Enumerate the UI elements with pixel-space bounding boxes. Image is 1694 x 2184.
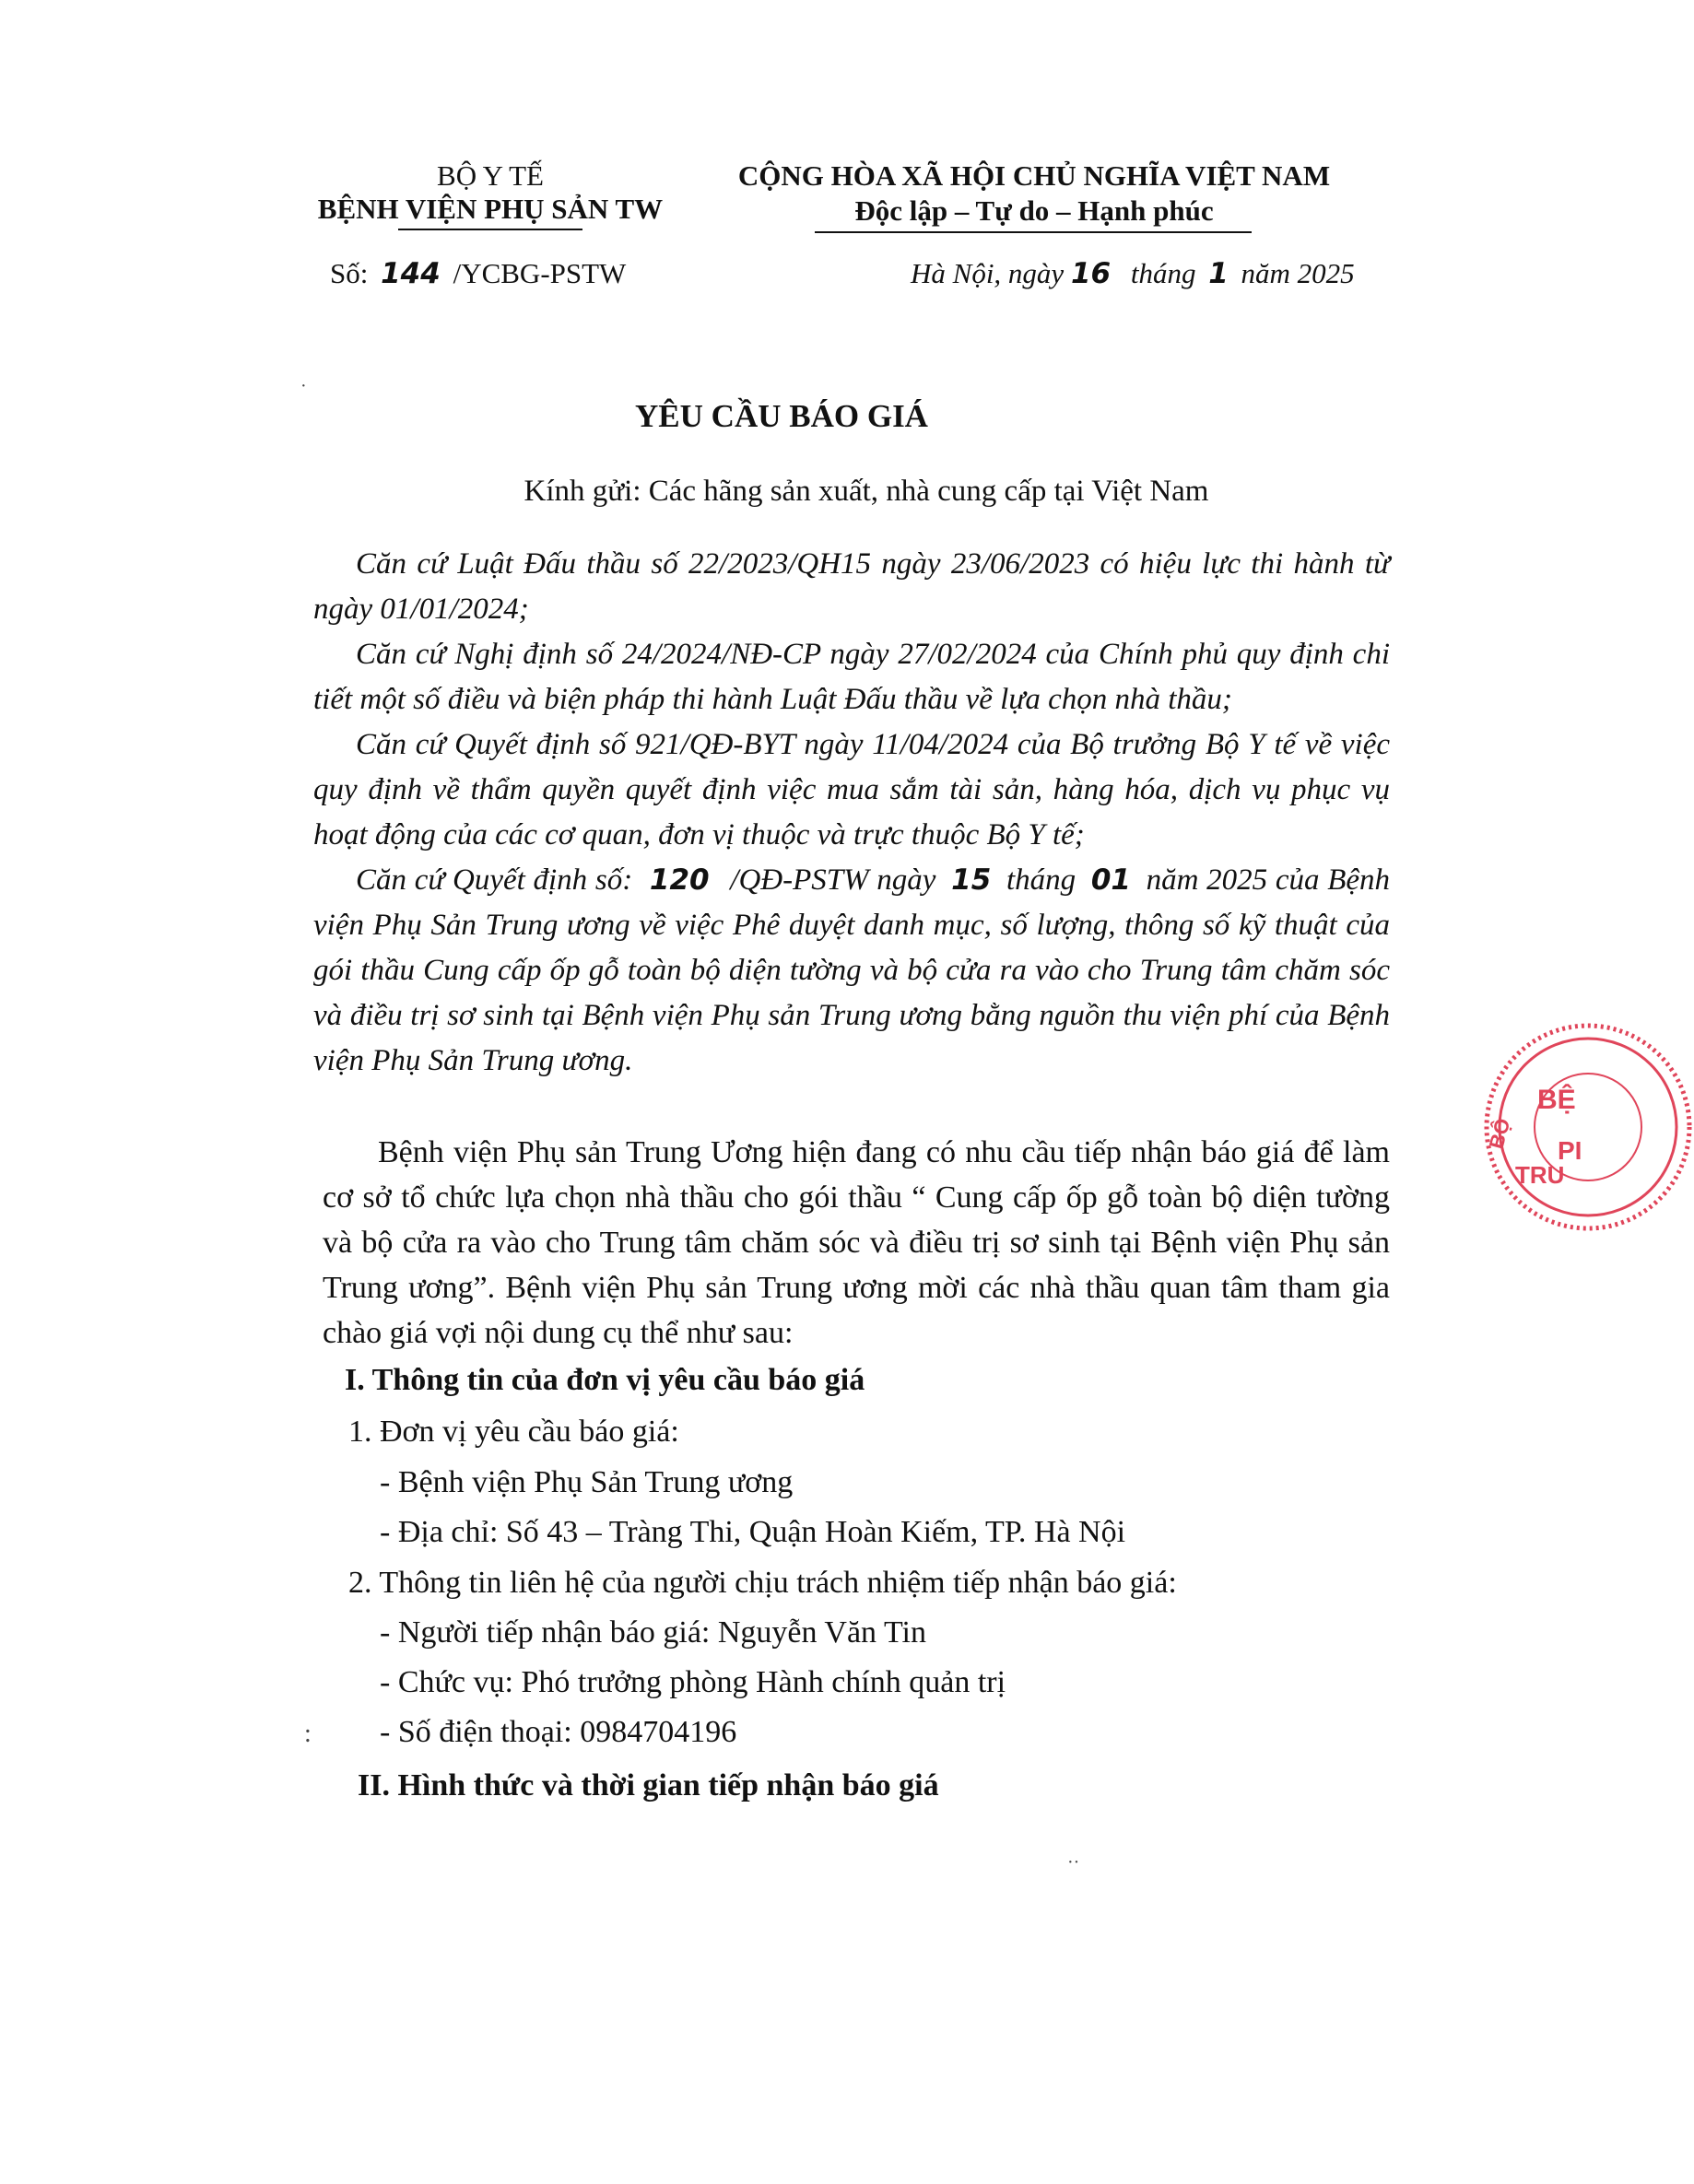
intro-paragraph xyxy=(323,1130,1390,1356)
motto-underline xyxy=(815,231,1252,233)
decision-number: 120 xyxy=(649,863,710,897)
national-motto: Độc lập – Tự do – Hạnh phúc xyxy=(854,194,1214,227)
svg-text:TRU: TRU xyxy=(1515,1161,1565,1189)
scan-speck: · xyxy=(300,376,307,396)
hospital-name: BỆNH VIỆN PHỤ SẢN TW xyxy=(317,193,664,225)
stamp-seal xyxy=(1482,1021,1694,1233)
decision-prefix: Căn cứ Quyết định số: xyxy=(356,863,633,897)
country-name: CỘNG HÒA XÃ HỘI CHỦ NGHĨA VIỆT NAM xyxy=(737,159,1331,192)
decision-mid1: /QĐ-PSTW ngày xyxy=(730,863,936,897)
ministry-name: BỘ Y TẾ xyxy=(437,159,544,192)
date-month-label: tháng xyxy=(1130,257,1196,289)
section-1-heading: I. Thông tin của đơn vị yêu cầu báo giá xyxy=(345,1363,865,1397)
intro-text: Bệnh viện Phụ sản Trung Ương hiện đang có nhu cầu tiếp nhận báo giá để làm cơ sở tổ chức lựa chọn nhà thầu cho gói thầu “ Cung cấp ốp gỗ toàn bộ diện tường và bộ cửa ra vào cho Trung tâm chăm sóc và điều trị sơ sinh tại Bệnh viện Phụ sản Trung ương”. Bệnh viện Phụ sản Trung ương mời các nhà thầu quan tâm tham gia chào giá vợi nội dung cụ thể như sau: xyxy=(323,1135,1390,1350)
contact-phone-line: - Số điện thoại: 0984704196 xyxy=(380,1715,737,1749)
recipient-line: Kính gửi: Các hãng sản xuất, nhà cung cấp tại Việt Nam xyxy=(523,475,1209,508)
section-1-item-1: 1. Đơn vị yêu cầu báo giá: xyxy=(348,1415,679,1449)
decision-mid2: tháng xyxy=(1006,863,1076,897)
scan-speck: : xyxy=(304,1720,312,1748)
number-prefix: Số: xyxy=(330,257,369,289)
decision-rest: năm 2025 của Bệnh viện Phụ Sản Trung ương về việc Phê duyệt danh mục, số lượng, thông số kỹ thuật của gói thầu Cung cấp ốp gỗ toàn bộ diện tường và bộ cửa ra vào cho Trung tâm chăm sóc và điều trị sơ sinh tại Bệnh viện Phụ sản Trung ương bằng nguồn thu viện phí của Bệnh viện Phụ Sản Trung ương. xyxy=(313,863,1390,1077)
date-year: năm 2025 xyxy=(1241,257,1355,289)
decision-day: 15 xyxy=(951,863,992,897)
date-line xyxy=(911,256,1355,291)
legal-basis-item: Căn cứ Luật Đấu thầu số 22/2023/QH15 ngày 23/06/2023 có hiệu lực thi hành từ ngày 01/01/2024; xyxy=(313,547,1390,626)
svg-text:PI: PI xyxy=(1558,1136,1582,1165)
decision-month: 01 xyxy=(1090,863,1131,897)
date-month: 1 xyxy=(1208,257,1229,290)
section-2-heading: II. Hình thức và thời gian tiếp nhận báo giá xyxy=(358,1768,939,1802)
decision-basis xyxy=(313,858,1390,1084)
address-line: - Địa chỉ: Số 43 – Tràng Thi, Quận Hoàn Kiếm, TP. Hà Nội xyxy=(380,1515,1126,1549)
hospital-line: - Bệnh viện Phụ Sản Trung ương xyxy=(380,1465,794,1499)
legal-basis-item: Căn cứ Quyết định số 921/QĐ-BYT ngày 11/04/2024 của Bộ trưởng Bộ Y tế về việc quy định về thẩm quyền quyết định việc mua sắm tài sản, hàng hóa, dịch vụ phục vụ hoạt động của các cơ quan, đơn vị thuộc và trực thuộc Bộ Y tế; xyxy=(313,728,1390,851)
svg-text:BỘ: BỘ xyxy=(1484,1115,1515,1152)
svg-text:BỆ: BỆ xyxy=(1537,1085,1576,1115)
date-day: 16 xyxy=(1070,257,1112,290)
document-title: YÊU CẦU BÁO GIÁ xyxy=(635,398,928,434)
hospital-underline xyxy=(398,229,582,230)
contact-position-line: - Chức vụ: Phó trưởng phòng Hành chính quản trị xyxy=(380,1665,1006,1699)
legal-basis xyxy=(313,542,1390,1084)
contact-person-line: - Người tiếp nhận báo giá: Nguyễn Văn Tin xyxy=(380,1615,926,1650)
legal-basis-item: Căn cứ Nghị định số 24/2024/NĐ-CP ngày 27/02/2024 của Chính phủ quy định chi tiết một số điều và biện pháp thi hành Luật Đấu thầu về lựa chọn nhà thầu; xyxy=(313,638,1390,716)
document-number xyxy=(330,256,626,291)
number-handwritten: 144 xyxy=(381,257,441,290)
number-suffix: /YCBG-PSTW xyxy=(453,257,627,289)
section-1-item-2: 2. Thông tin liên hệ của người chịu trách nhiệm tiếp nhận báo giá: xyxy=(348,1566,1177,1600)
scan-speck: ·· xyxy=(1067,1852,1080,1873)
date-prefix: Hà Nội, ngày xyxy=(911,257,1065,289)
